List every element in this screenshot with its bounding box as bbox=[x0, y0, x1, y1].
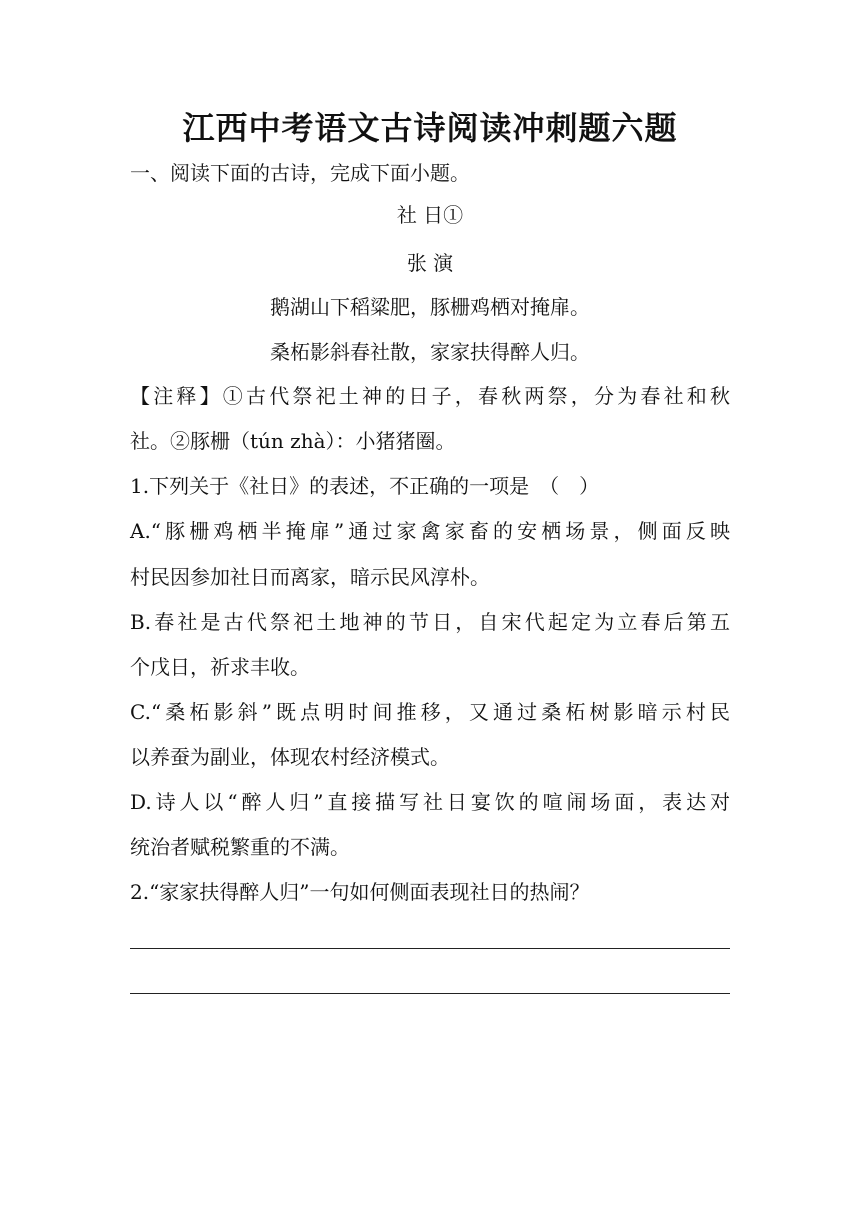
option-d-line-1: D.诗人以“醉人归”直接描写社日宴饮的喧闹场面，表达对 bbox=[130, 790, 730, 814]
option-c-line-2: 以养蚕为副业，体现农村经济模式。 bbox=[130, 745, 450, 769]
answer-line-2[interactable] bbox=[130, 993, 730, 994]
poem-title: 社 日① bbox=[396, 203, 464, 227]
poem-line-1: 鹅湖山下稻粱肥，豚栅鸡栖对掩扉。 bbox=[270, 295, 590, 319]
option-c-line-1: C.“桑柘影斜”既点明时间推移，又通过桑柘树影暗示村民 bbox=[130, 700, 730, 724]
option-a-line-1: A.“豚栅鸡栖半掩扉”通过家禽家畜的安栖场景，侧面反映 bbox=[130, 519, 730, 543]
note-line-2: 社。②豚栅（tún zhà）：小猪猪圈。 bbox=[130, 429, 456, 453]
note-line-1: 【注释】①古代祭祀土神的日子，春秋两祭，分为春社和秋 bbox=[130, 384, 730, 408]
page-title: 江西中考语文古诗阅读冲刺题六题 bbox=[182, 109, 678, 147]
question-1-stem: 1.下列关于《社日》的表述，不正确的一项是 （ ） bbox=[130, 474, 600, 498]
poem-line-2: 桑柘影斜春社散，家家扶得醉人归。 bbox=[270, 340, 590, 364]
poem-author: 张 演 bbox=[406, 251, 454, 275]
question-2-stem: 2.“家家扶得醉人归”一句如何侧面表现社日的热闹？ bbox=[130, 880, 590, 904]
answer-line-1[interactable] bbox=[130, 948, 730, 949]
option-b-line-2: 个戊日，祈求丰收。 bbox=[130, 655, 310, 679]
section-heading: 一、阅读下面的古诗，完成下面小题。 bbox=[130, 161, 470, 185]
option-d-line-2: 统治者赋税繁重的不满。 bbox=[130, 835, 350, 859]
option-a-line-2: 村民因参加社日而离家，暗示民风淳朴。 bbox=[130, 565, 490, 589]
option-b-line-1: B.春社是古代祭祀土地神的节日，自宋代起定为立春后第五 bbox=[130, 610, 730, 634]
